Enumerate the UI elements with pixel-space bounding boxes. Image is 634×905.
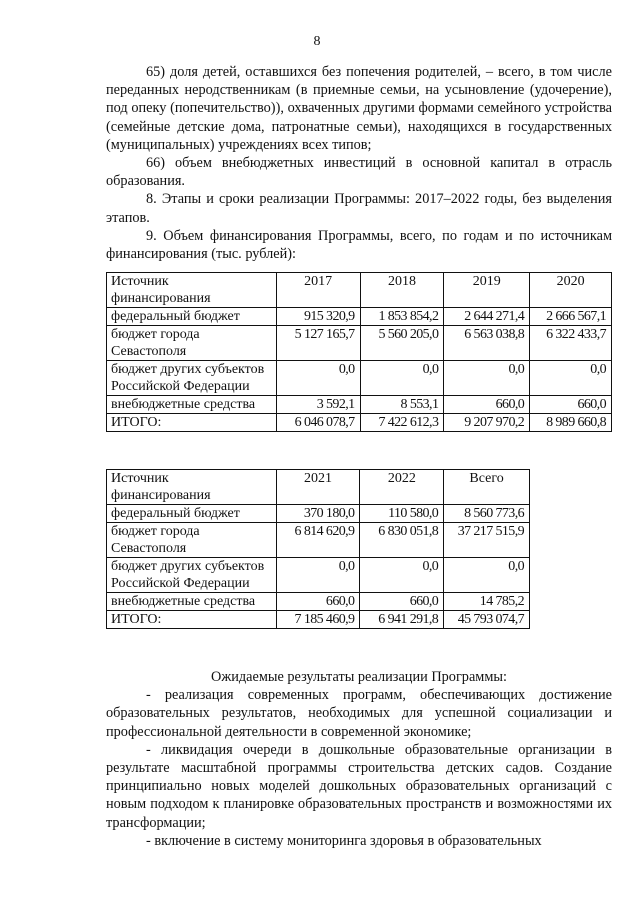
cell-value: 0,0 bbox=[360, 361, 444, 396]
cell-value: 660,0 bbox=[360, 593, 444, 611]
cell-value: 0,0 bbox=[530, 361, 612, 396]
cell-value: 8 560 773,6 bbox=[444, 505, 530, 523]
header-total: Всего bbox=[444, 470, 530, 505]
cell-value: 8 989 660,8 bbox=[530, 414, 612, 432]
cell-value: 0,0 bbox=[360, 558, 444, 593]
cell-value: 6 563 038,8 bbox=[444, 326, 530, 361]
cell-value: 660,0 bbox=[276, 593, 360, 611]
results-heading: Ожидаемые результаты реализации Программы: bbox=[211, 669, 507, 685]
paragraph-stages: 8. Этапы и сроки реализации Программы: 2017–2022 годы, без выделения этапов. bbox=[106, 191, 612, 226]
table-row bbox=[107, 308, 612, 326]
header-source: Источник финансирования bbox=[107, 273, 277, 308]
row-label: бюджет других субъектов Российской Федерации bbox=[107, 361, 277, 396]
cell-value: 6 046 078,7 bbox=[276, 414, 360, 432]
cell-value: 7 185 460,9 bbox=[276, 611, 360, 629]
cell-value: 0,0 bbox=[444, 558, 530, 593]
header-year: 2019 bbox=[444, 273, 530, 308]
cell-value: 0,0 bbox=[276, 558, 360, 593]
expected-results-section bbox=[106, 668, 612, 850]
header-year: 2018 bbox=[360, 273, 444, 308]
cell-value: 660,0 bbox=[444, 396, 530, 414]
financing-table-2021-total bbox=[106, 469, 530, 629]
cell-value: 5 560 205,0 bbox=[360, 326, 444, 361]
table-row bbox=[107, 326, 612, 361]
row-label: ИТОГО: bbox=[107, 611, 277, 629]
header-year: 2022 bbox=[360, 470, 444, 505]
table-total-row bbox=[107, 611, 530, 629]
cell-value: 1 853 854,2 bbox=[360, 308, 444, 326]
header-year: 2020 bbox=[530, 273, 612, 308]
header-source: Источник финансирования bbox=[107, 470, 277, 505]
page-number: 8 bbox=[313, 34, 321, 49]
cell-value: 660,0 bbox=[530, 396, 612, 414]
table-row bbox=[107, 396, 612, 414]
cell-value: 37 217 515,9 bbox=[444, 523, 530, 558]
cell-value: 6 814 620,9 bbox=[276, 523, 360, 558]
row-label: бюджет города Севастополя bbox=[107, 523, 277, 558]
table-row bbox=[107, 505, 530, 523]
paragraph-financing: 9. Объем финансирования Программы, всего, по годам и по источникам финансирования (тыс. рублей): bbox=[106, 227, 612, 263]
table-total-row bbox=[107, 414, 612, 432]
cell-value: 0,0 bbox=[444, 361, 530, 396]
paragraph-66: 66) объем внебюджетных инвестиций в основной капитал в отрасль образования. bbox=[106, 155, 612, 190]
table-row bbox=[107, 523, 530, 558]
row-label: бюджет города Севастополя bbox=[107, 326, 277, 361]
result-item: - ликвидация очереди в дошкольные образовательные организации в результате масштабной программы строительства детских садов. Создание принципиально новых моделей дошкольных образовательных организаций с новым подходом к планировке образовательных пространств и возможностями их трансформации; bbox=[106, 741, 612, 831]
header-year: 2021 bbox=[276, 470, 360, 505]
row-label: федеральный бюджет bbox=[107, 505, 277, 523]
body-text bbox=[106, 63, 612, 263]
cell-value: 5 127 165,7 bbox=[276, 326, 360, 361]
cell-value: 14 785,2 bbox=[444, 593, 530, 611]
row-label: бюджет других субъектов Российской Федерации bbox=[107, 558, 277, 593]
table-row bbox=[107, 361, 612, 396]
cell-value: 2 666 567,1 bbox=[530, 308, 612, 326]
cell-value: 9 207 970,2 bbox=[444, 414, 530, 432]
table-header-row bbox=[107, 470, 530, 505]
cell-value: 110 580,0 bbox=[360, 505, 444, 523]
result-item: - реализация современных программ, обеспечивающих достижение образовательных результатов, необходимых для успешной социализации и профессиональной деятельности в современной экономике; bbox=[106, 687, 612, 740]
header-year: 2017 bbox=[276, 273, 360, 308]
cell-value: 3 592,1 bbox=[276, 396, 360, 414]
cell-value: 6 941 291,8 bbox=[360, 611, 444, 629]
cell-value: 45 793 074,7 bbox=[444, 611, 530, 629]
cell-value: 6 830 051,8 bbox=[360, 523, 444, 558]
paragraph-65: 65) доля детей, оставшихся без попечения родителей, – всего, в том числе переданных неродственникам (в приемные семьи, на усыновление (удочерение), под опеку (попечительство)), охваченных другими формами семейного устройства (семейные детские дома, патронатные семьи), находящихся в государственных (муниципальных) учреждениях всех типов; bbox=[106, 64, 612, 153]
row-label: внебюджетные средства bbox=[107, 396, 277, 414]
cell-value: 370 180,0 bbox=[276, 505, 360, 523]
cell-value: 0,0 bbox=[276, 361, 360, 396]
row-label: внебюджетные средства bbox=[107, 593, 277, 611]
cell-value: 2 644 271,4 bbox=[444, 308, 530, 326]
cell-value: 915 320,9 bbox=[276, 308, 360, 326]
financing-table-2017-2020 bbox=[106, 272, 612, 432]
row-label: федеральный бюджет bbox=[107, 308, 277, 326]
cell-value: 8 553,1 bbox=[360, 396, 444, 414]
cell-value: 7 422 612,3 bbox=[360, 414, 444, 432]
table-row bbox=[107, 593, 530, 611]
cell-value: 6 322 433,7 bbox=[530, 326, 612, 361]
table-row bbox=[107, 558, 530, 593]
result-item: - включение в систему мониторинга здоровья в образовательных bbox=[146, 832, 542, 849]
row-label: ИТОГО: bbox=[107, 414, 277, 432]
table-header-row bbox=[107, 273, 612, 308]
